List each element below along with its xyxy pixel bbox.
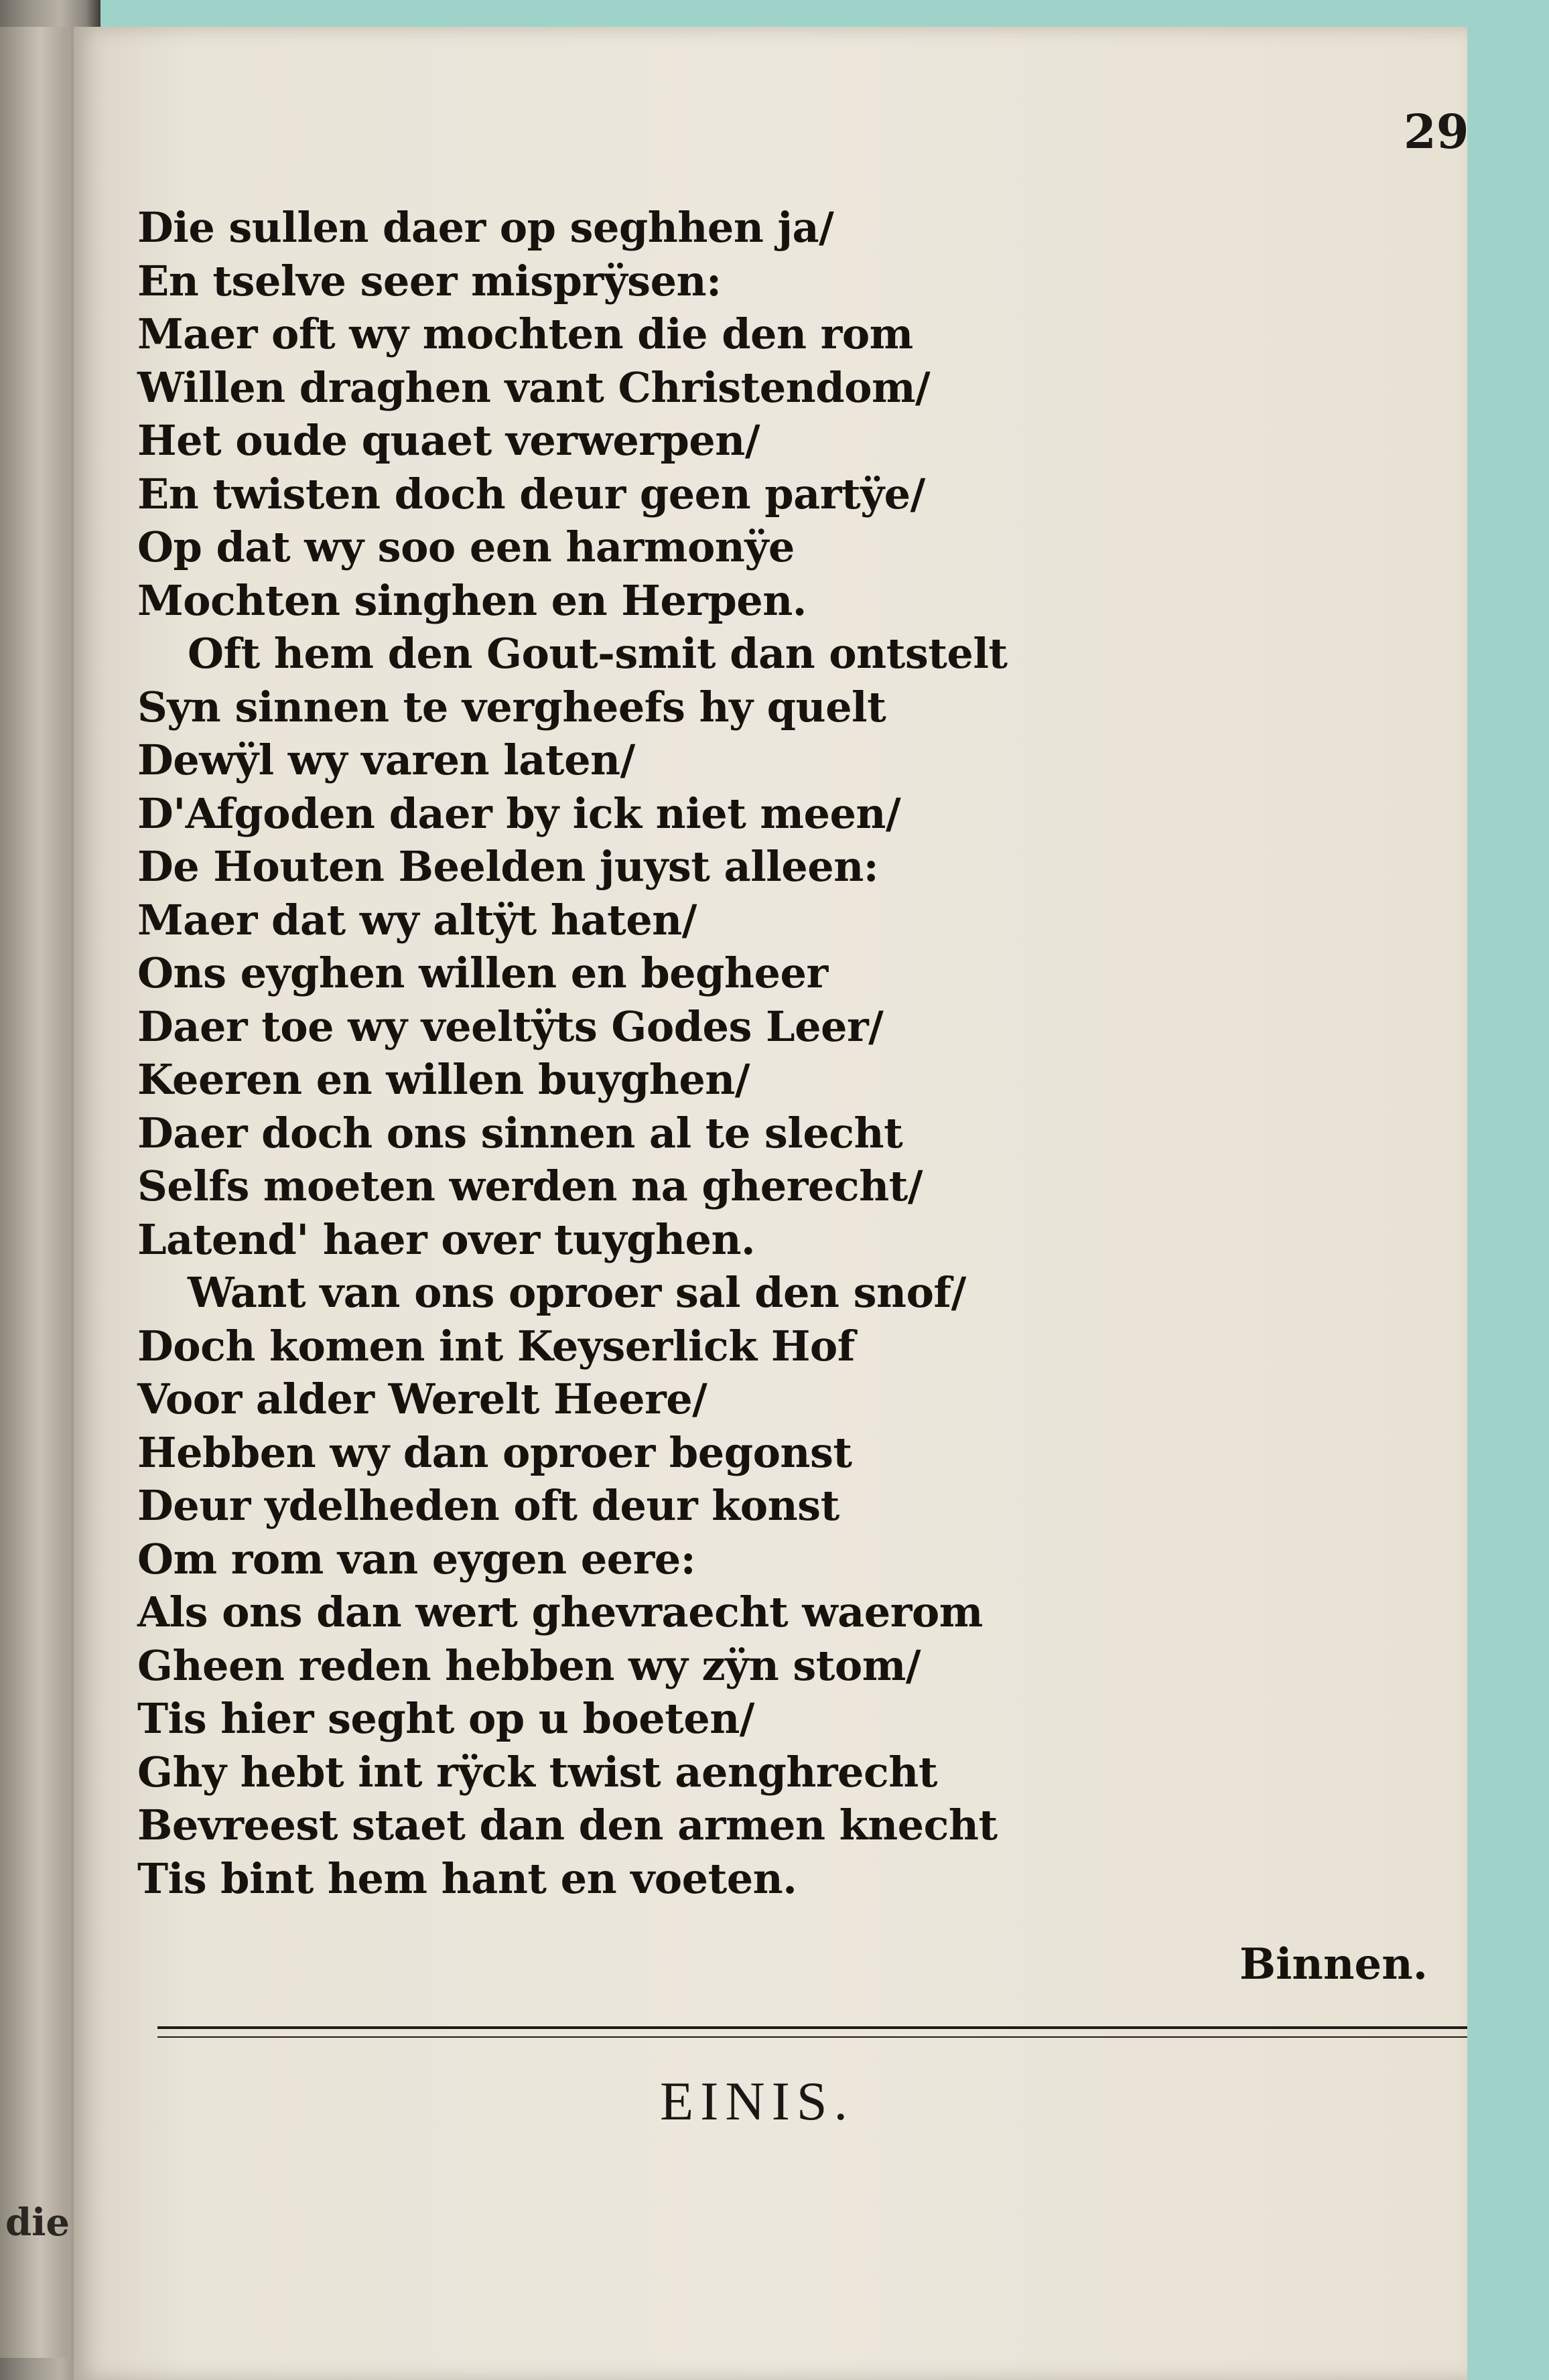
verse-line: Oft hem den Gout-smit dan ontstelt — [188, 629, 1008, 678]
verse-line: Deur ydelheden oft deur konst — [137, 1481, 839, 1530]
verse-line: Ghy hebt int rÿck twist aenghrecht — [137, 1747, 937, 1797]
verse-line: Maer oft wy mochten die den rom — [137, 309, 913, 358]
verse-line: Tis bint hem hant en voeten. — [137, 1853, 797, 1903]
verse-line: Doch komen int Keyserlick Hof — [137, 1321, 855, 1371]
divider-rule-thin — [157, 2036, 1467, 2038]
verse-line: Daer doch ons sinnen al te slecht — [137, 1108, 903, 1158]
verse-line: Om rom van eygen eere: — [137, 1534, 696, 1584]
verse-line: D'Afgoden daer by ick niet meen/ — [137, 788, 901, 838]
left-page-edge — [0, 27, 70, 2358]
verse-line: Want van ons oproer sal den snof/ — [188, 1268, 966, 1317]
catchword: Binnen. — [1239, 1939, 1428, 1989]
verse-line: Syn sinnen te vergheefs hy quelt — [137, 682, 886, 731]
verse-line: Die sullen daer op seghhen ja/ — [137, 203, 834, 252]
verse-line: Daer toe wy veeltÿts Godes Leer/ — [137, 1001, 884, 1051]
verse-line: Gheen reden hebben wy zÿn stom/ — [137, 1640, 921, 1690]
verse-block — [137, 201, 1276, 1905]
verse-line: Dewÿl wy varen laten/ — [137, 736, 635, 784]
verse-line: Als ons dan wert ghevraecht waerom — [137, 1588, 983, 1636]
page-number: 29 — [1404, 104, 1469, 159]
verse-line: Bevreest staet dan den armen knecht — [137, 1801, 998, 1849]
verse-line: Hebben wy dan oproer begonst — [137, 1427, 852, 1477]
finis-text: EINIS. — [660, 2071, 855, 2131]
verse-line: Willen draghen vant Christendom/ — [137, 362, 931, 412]
verse-line: De Houten Beelden juyst alleen: — [137, 842, 879, 891]
verse-line: Latend' haer over tuyghen. — [137, 1214, 756, 1264]
verse-line: Ons eyghen willen en begheer — [137, 949, 828, 997]
verse-line: Voor alder Werelt Heere/ — [137, 1375, 708, 1423]
verse-line: Selfs moeten werden na gherecht/ — [137, 1162, 923, 1210]
verse-line: Het oude quaet verwerpen/ — [137, 416, 760, 465]
verse-line: En tselve seer misprÿsen: — [137, 256, 722, 305]
verse-line: Mochten singhen en Herpen. — [137, 575, 807, 625]
divider-rule — [157, 2026, 1467, 2029]
verse-line: Maer dat wy altÿt haten/ — [137, 895, 697, 944]
verse-line: Keeren en willen buyghen/ — [137, 1055, 750, 1104]
verse-line: Op dat wy soo een harmonÿe — [137, 522, 795, 571]
verse-line: Tis hier seght op u boeten/ — [137, 1694, 754, 1743]
left-page-word: die — [5, 2200, 70, 2245]
verse-line: En twisten doch deur geen partÿe/ — [137, 469, 925, 518]
